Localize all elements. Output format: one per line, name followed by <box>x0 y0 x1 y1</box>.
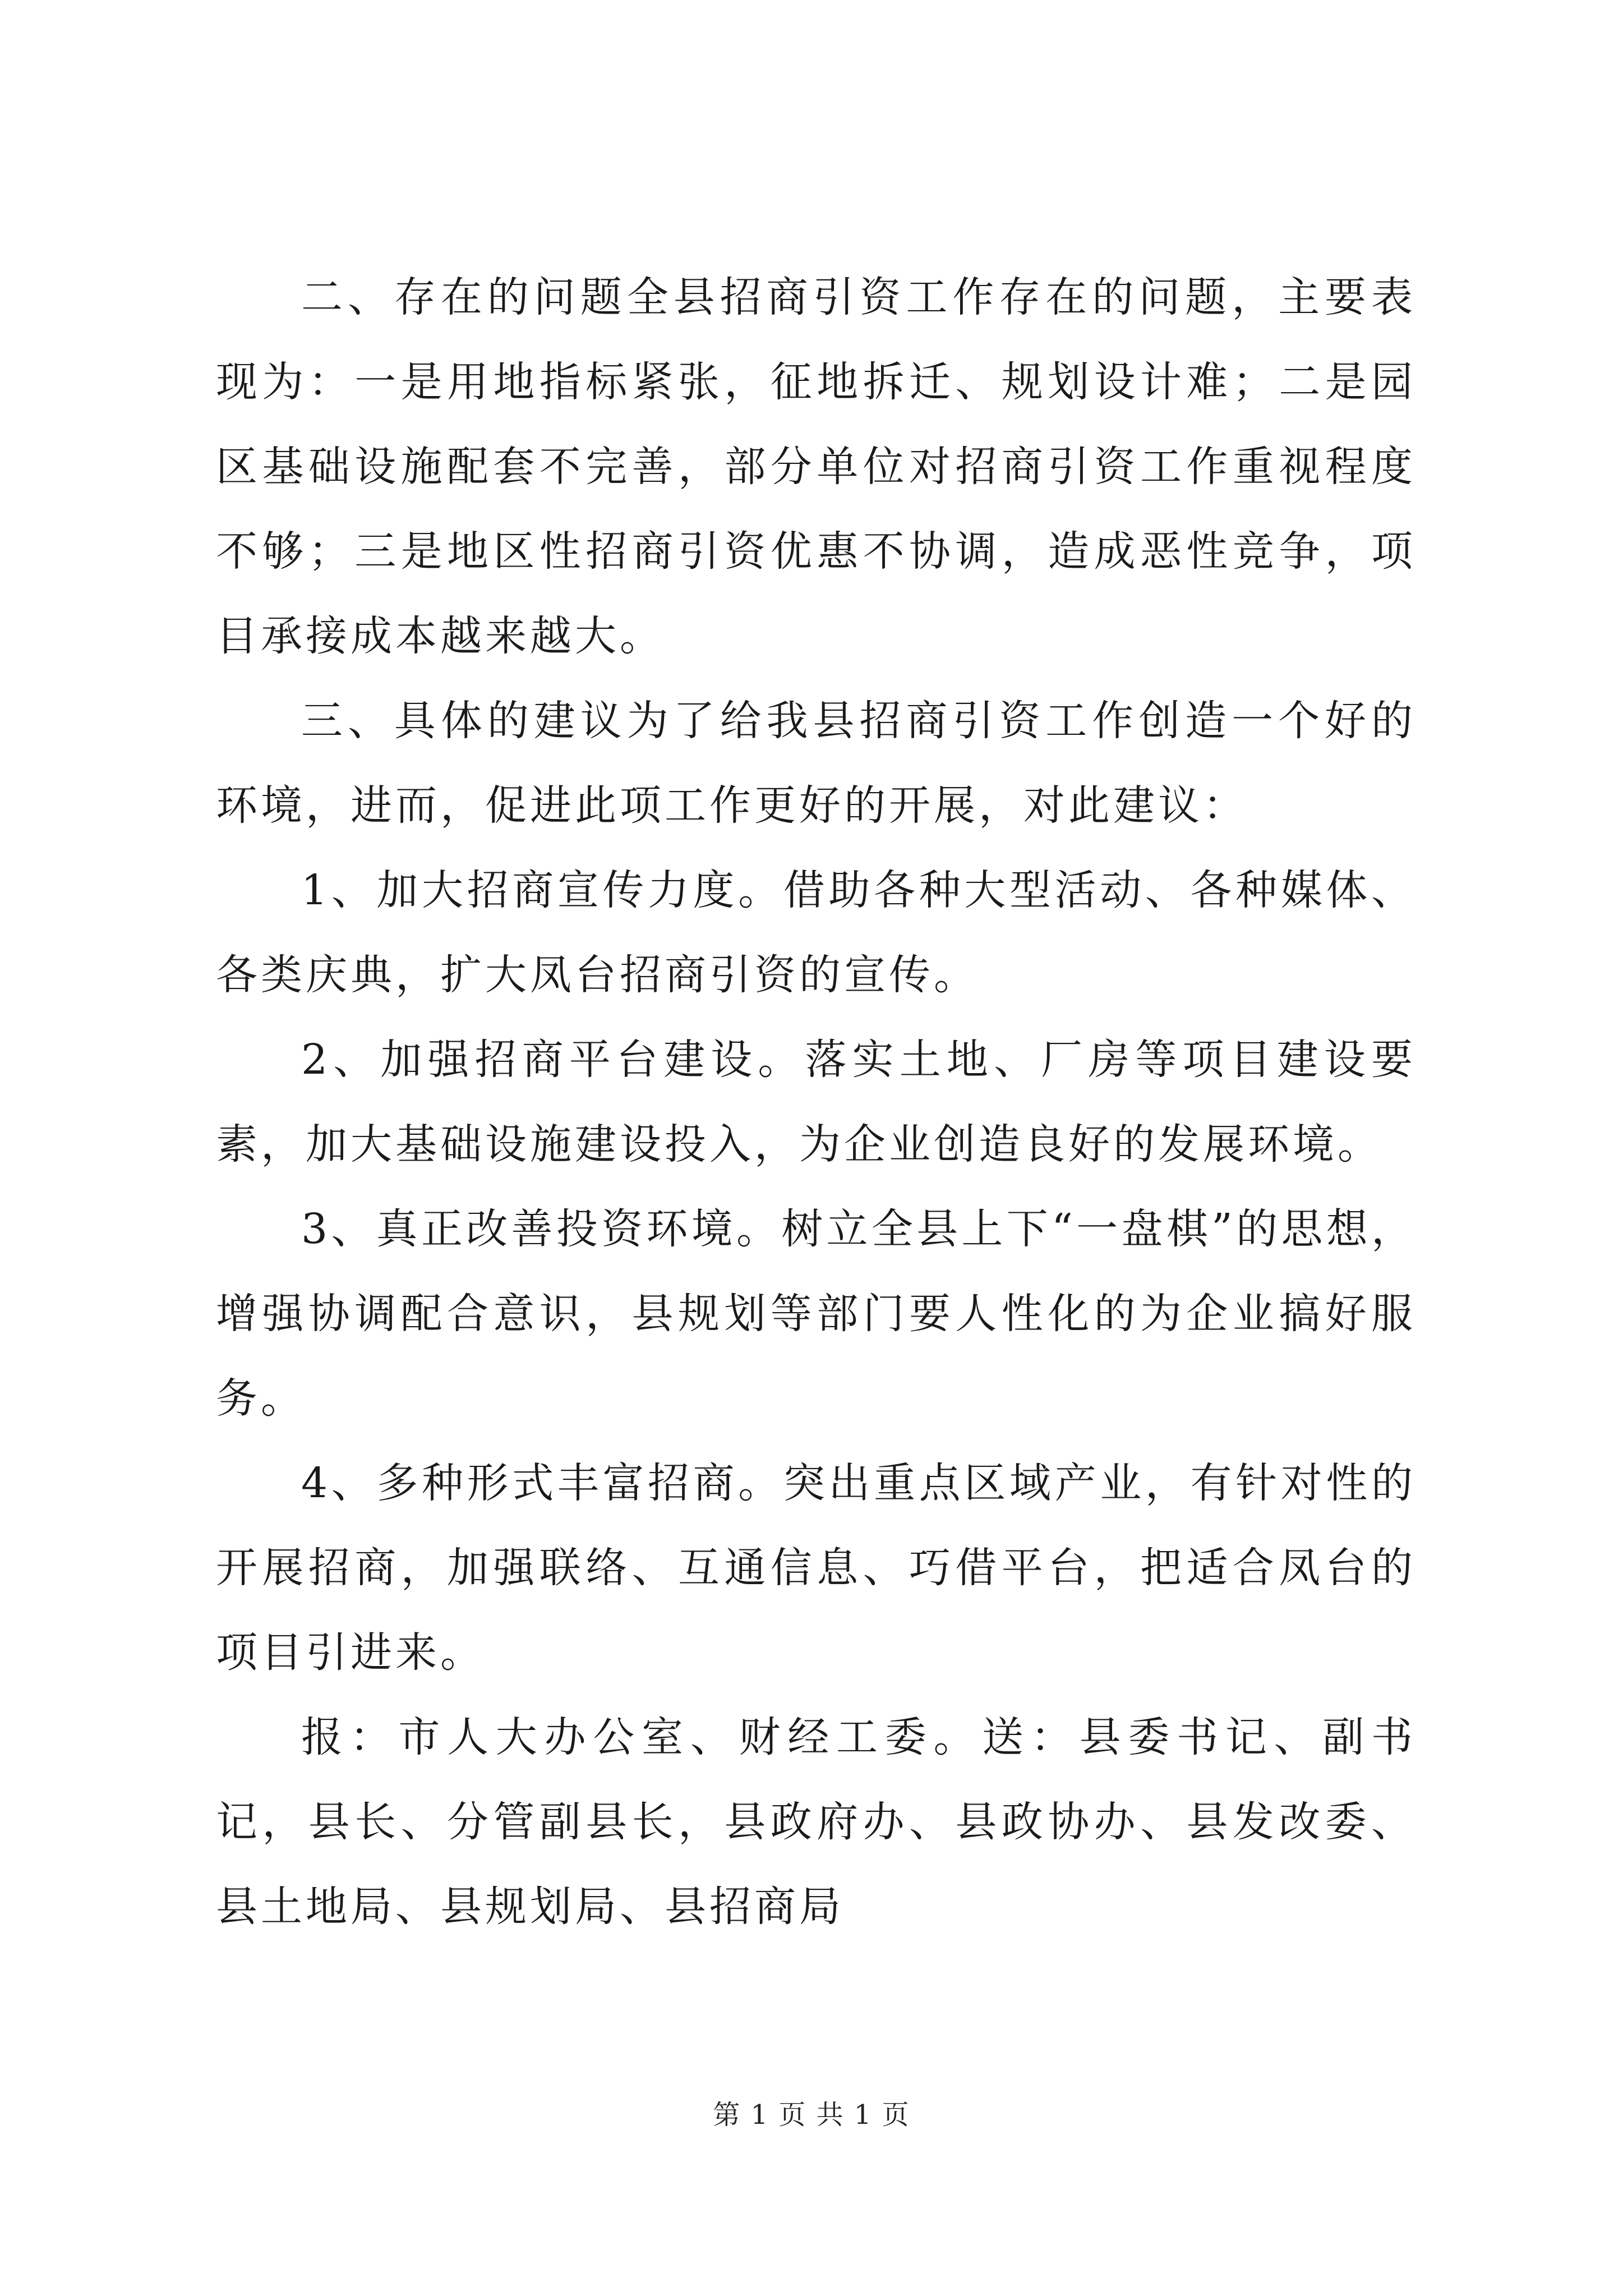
paragraph-suggestion-2: 2、加强招商平台建设。落实土地、厂房等项目建设要素，加大基础设施建设投入，为企业创造良好的发展环境。 <box>216 1036 1416 1168</box>
paragraph-problems: 二、存在的问题全县招商引资工作存在的问题，主要表现为：一是用地指标紧张，征地拆迁、规划设计难；二是园区基础设施配套不完善，部分单位对招商引资工作重视程度不够；三是地区性招商引资优惠不协调，造成恶性竞争，项目承接成本越来越大。 <box>216 273 1416 660</box>
paragraph-distribution: 报：市人大办公室、财经工委。送：县委书记、副书记，县长、分管副县长，县政府办、县政协办、县发改委、县土地局、县规划局、县招商局 <box>216 1713 1416 1931</box>
paragraph-suggestion-3: 3、真正改善投资环境。树立全县上下“一盘棋”的思想，增强协调配合意识，县规划等部门要人性化的为企业搞好服务。 <box>216 1205 1416 1423</box>
paragraph-suggestion-1: 1、加大招商宣传力度。借助各种大型活动、各种媒体、各类庆典，扩大凤台招商引资的宣传。 <box>216 866 1416 999</box>
page-footer: 第 1 页 共 1 页 <box>713 2099 910 2131</box>
paragraph-suggestions-intro: 三、具体的建议为了给我县招商引资工作创造一个好的环境，进而，促进此项工作更好的开展，对此建议： <box>216 697 1416 830</box>
document-body <box>216 255 1416 1949</box>
paragraph-suggestion-4: 4、多种形式丰富招商。突出重点区域产业，有针对性的开展招商，加强联络、互通信息、巧借平台，把适合凤台的项目引进来。 <box>216 1459 1416 1677</box>
